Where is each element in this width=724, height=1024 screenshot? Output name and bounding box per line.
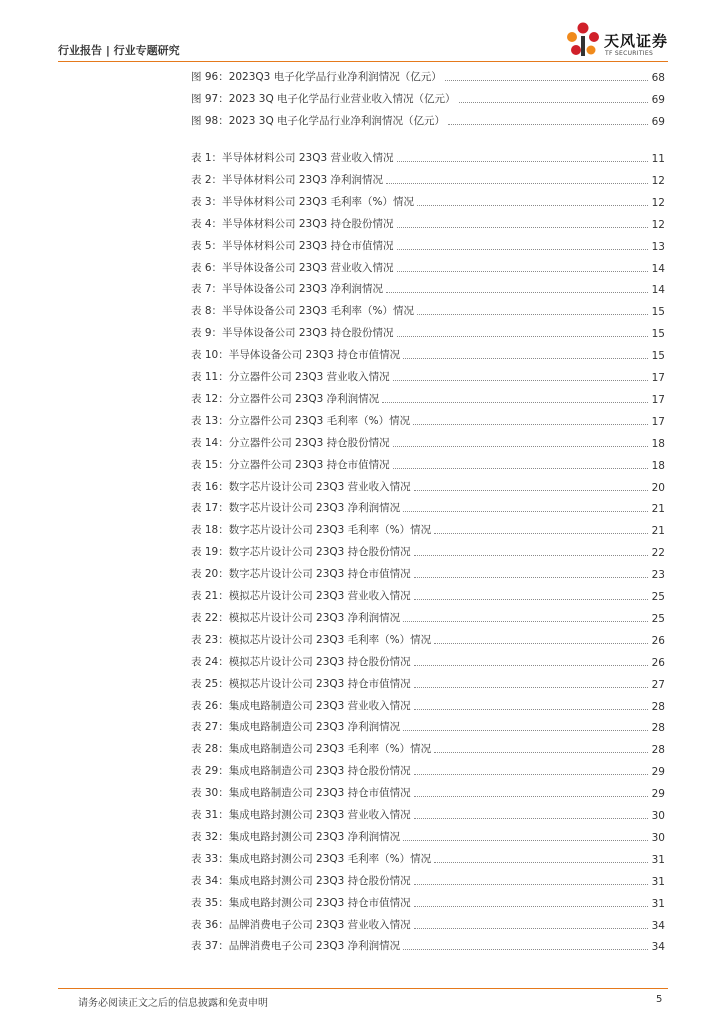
toc-entry[interactable] <box>191 149 665 165</box>
toc-leader-dots <box>414 665 648 666</box>
toc-entry[interactable] <box>191 587 665 603</box>
toc-entry[interactable] <box>191 806 665 822</box>
toc-entry-label: 表 9：半导体设备公司 23Q3 持仓股份情况 <box>191 327 394 340</box>
toc-entry-label: 表 37：品牌消费电子公司 23Q3 净利润情况 <box>191 940 401 953</box>
toc-entry[interactable] <box>191 675 665 691</box>
toc-leader-dots <box>382 402 648 403</box>
toc-entry-label: 表 22：模拟芯片设计公司 23Q3 净利润情况 <box>191 611 401 624</box>
toc-entry-page: 21 <box>651 503 665 516</box>
toc-entry[interactable] <box>191 368 665 384</box>
toc-entry-page: 14 <box>651 262 665 275</box>
toc-leader-dots <box>393 468 648 469</box>
toc-entry-label: 表 25：模拟芯片设计公司 23Q3 持仓市值情况 <box>191 677 411 690</box>
toc-entry[interactable] <box>191 90 665 106</box>
toc-entry-label: 表 32：集成电路封测公司 23Q3 净利润情况 <box>191 830 401 843</box>
toc-entry[interactable] <box>191 828 665 844</box>
toc-entry-page: 15 <box>651 328 665 341</box>
toc-leader-dots <box>414 796 648 797</box>
toc-entry-page: 34 <box>651 919 665 932</box>
brand-logo <box>566 22 676 62</box>
toc-leader-dots <box>403 840 648 841</box>
toc-leader-dots <box>403 511 648 512</box>
toc-entry-label: 表 11：分立器件公司 23Q3 营业收入情况 <box>191 371 390 383</box>
toc-entry-page: 31 <box>651 853 665 866</box>
toc-entry[interactable] <box>191 872 665 888</box>
toc-leader-dots <box>413 424 648 425</box>
toc-entry[interactable] <box>191 631 665 647</box>
toc-leader-dots <box>397 161 649 162</box>
brand-name: 天风证券 <box>604 32 669 50</box>
toc-entry[interactable] <box>191 784 665 800</box>
toc-entry-label: 表 1：半导体材料公司 23Q3 营业收入情况 <box>191 152 394 164</box>
toc-entry-label: 表 17：数字芯片设计公司 23Q3 净利润情况 <box>191 502 401 515</box>
toc-entry-label: 图 97：2023 3Q 电子化学品行业营业收入情况（亿元） <box>191 93 456 105</box>
toc-entry-page: 11 <box>651 153 665 165</box>
toc-entry[interactable] <box>191 697 665 713</box>
toc-entry-page: 12 <box>651 174 665 187</box>
toc-entry-label: 表 14：分立器件公司 23Q3 持仓股份情况 <box>191 436 390 449</box>
toc-entry-label: 表 23：模拟芯片设计公司 23Q3 毛利率（%）情况 <box>191 633 432 646</box>
toc-entry[interactable] <box>191 112 665 128</box>
toc-entry-page: 21 <box>651 525 665 538</box>
toc-entry-label: 表 4：半导体材料公司 23Q3 持仓股份情况 <box>191 217 394 230</box>
toc-entry-page: 26 <box>651 634 665 647</box>
toc-entry[interactable] <box>191 456 665 472</box>
toc-entry-page: 20 <box>651 481 665 494</box>
toc-entry-page: 14 <box>651 284 665 297</box>
toc-entry[interactable] <box>191 543 665 559</box>
toc-entry[interactable] <box>191 609 665 625</box>
toc-entry[interactable] <box>191 894 665 910</box>
toc-leader-dots <box>386 292 648 293</box>
toc-entry[interactable] <box>191 193 665 209</box>
toc-leader-dots <box>434 752 648 753</box>
toc-leader-dots <box>414 687 648 688</box>
toc-leader-dots <box>414 555 648 556</box>
toc-entry[interactable] <box>191 850 665 866</box>
toc-leader-dots <box>397 249 649 250</box>
flower-logo-icon <box>566 22 600 60</box>
toc-entry-label: 表 36：品牌消费电子公司 23Q3 营业收入情况 <box>191 918 411 931</box>
report-category: 行业报告 | 行业专题研究 <box>58 44 180 57</box>
toc-leader-dots <box>414 490 648 491</box>
toc-entry-label: 表 21：模拟芯片设计公司 23Q3 营业收入情况 <box>191 590 411 602</box>
toc-entry-label: 表 7：半导体设备公司 23Q3 净利润情况 <box>191 283 383 296</box>
toc-leader-dots <box>397 271 649 272</box>
toc-entry-page: 28 <box>651 700 665 713</box>
toc-entry-label: 表 24：模拟芯片设计公司 23Q3 持仓股份情况 <box>191 655 411 668</box>
toc-entry-page: 22 <box>651 547 665 560</box>
toc-entry[interactable] <box>191 762 665 778</box>
toc-leader-dots <box>417 205 648 206</box>
toc-entry-page: 17 <box>651 415 665 428</box>
toc-entry-page: 17 <box>651 372 665 384</box>
toc-entry[interactable] <box>191 280 665 296</box>
toc-entry-page: 25 <box>651 612 665 625</box>
toc-leader-dots <box>397 336 649 337</box>
toc-entry-label: 表 26：集成电路制造公司 23Q3 营业收入情况 <box>191 699 411 712</box>
toc-entry-label: 表 13：分立器件公司 23Q3 毛利率（%）情况 <box>191 414 411 427</box>
toc-entry-label: 表 31：集成电路封测公司 23Q3 营业收入情况 <box>191 809 411 821</box>
toc-entry-page: 25 <box>651 591 665 603</box>
toc-entry[interactable] <box>191 653 665 669</box>
toc-leader-dots <box>397 227 649 228</box>
toc-entry-page: 30 <box>651 831 665 844</box>
toc-entry-page: 12 <box>651 196 665 209</box>
toc-leader-dots <box>414 884 648 885</box>
toc-entry-page: 31 <box>651 875 665 888</box>
toc-leader-dots <box>403 730 648 731</box>
toc-leader-dots <box>414 928 648 929</box>
toc-leader-dots <box>434 643 648 644</box>
toc-entry-label: 表 5：半导体材料公司 23Q3 持仓市值情况 <box>191 239 394 252</box>
toc-entry-label: 表 8：半导体设备公司 23Q3 毛利率（%）情况 <box>191 305 414 318</box>
toc-entry-label: 表 18：数字芯片设计公司 23Q3 毛利率（%）情况 <box>191 524 432 537</box>
toc-leader-dots <box>459 102 648 103</box>
toc-entry-label: 表 27：集成电路制造公司 23Q3 净利润情况 <box>191 721 401 734</box>
toc-entry[interactable] <box>191 259 665 275</box>
toc-entry[interactable] <box>191 68 665 84</box>
toc-leader-dots <box>414 818 648 819</box>
toc-entry-page: 13 <box>651 240 665 253</box>
toc-entry[interactable] <box>191 390 665 406</box>
toc-entry-page: 15 <box>651 350 665 363</box>
toc-entry-page: 15 <box>651 306 665 319</box>
toc-entry-label: 图 98：2023 3Q 电子化学品行业净利润情况（亿元） <box>191 115 446 127</box>
toc-leader-dots <box>414 599 648 600</box>
toc-leader-dots <box>414 906 648 907</box>
toc-entry-page: 69 <box>651 116 665 128</box>
toc-entry-page: 26 <box>651 656 665 669</box>
toc-entry-label: 表 35：集成电路封测公司 23Q3 持仓市值情况 <box>191 896 411 909</box>
toc-entry-page: 69 <box>651 94 665 106</box>
toc-entry-label: 表 16：数字芯片设计公司 23Q3 营业收入情况 <box>191 480 411 493</box>
brand-subtitle: TF SECURITIES <box>605 50 654 57</box>
toc-entry[interactable] <box>191 499 665 515</box>
toc-entry[interactable] <box>191 916 665 932</box>
toc-leader-dots <box>448 124 648 125</box>
toc-entry-page: 18 <box>651 437 665 450</box>
toc-leader-dots <box>434 533 648 534</box>
toc-entry-page: 17 <box>651 393 665 406</box>
toc-entry[interactable] <box>191 434 665 450</box>
toc-entry[interactable] <box>191 324 665 340</box>
toc-entry-page: 29 <box>651 788 665 801</box>
toc-entry-page: 23 <box>651 569 665 582</box>
toc-leader-dots <box>393 380 648 381</box>
toc-entry-label: 表 12：分立器件公司 23Q3 净利润情况 <box>191 392 380 405</box>
toc-leader-dots <box>403 949 648 950</box>
toc-entry-label: 表 34：集成电路封测公司 23Q3 持仓股份情况 <box>191 874 411 887</box>
toc-entry[interactable] <box>191 521 665 537</box>
toc-entry-page: 28 <box>651 744 665 757</box>
toc-leader-dots <box>414 577 648 578</box>
toc-entry-page: 12 <box>651 218 665 231</box>
toc-entry[interactable] <box>191 565 665 581</box>
toc-entry[interactable] <box>191 412 665 428</box>
toc-leader-dots <box>414 709 648 710</box>
footer-divider <box>58 988 668 989</box>
toc-entry-page: 34 <box>651 941 665 954</box>
toc-entry[interactable] <box>191 237 665 253</box>
toc-entry-label: 表 30：集成电路制造公司 23Q3 持仓市值情况 <box>191 787 411 800</box>
toc-entry[interactable] <box>191 171 665 187</box>
toc-entry-label: 表 6：半导体设备公司 23Q3 营业收入情况 <box>191 261 394 274</box>
toc-entry-label: 表 33：集成电路封测公司 23Q3 毛利率（%）情况 <box>191 852 432 865</box>
toc-entry-page: 28 <box>651 722 665 735</box>
toc-entry-label: 表 19：数字芯片设计公司 23Q3 持仓股份情况 <box>191 546 411 559</box>
toc-leader-dots <box>434 862 648 863</box>
toc-entry[interactable] <box>191 346 665 362</box>
toc-entry-label: 表 28：集成电路制造公司 23Q3 毛利率（%）情况 <box>191 743 432 756</box>
toc-entry[interactable] <box>191 937 665 953</box>
toc-entry-page: 31 <box>651 897 665 910</box>
toc-entry-label: 表 3：半导体材料公司 23Q3 毛利率（%）情况 <box>191 195 414 208</box>
toc-entry-label: 图 96：2023Q3 电子化学品行业净利润情况（亿元） <box>191 71 442 83</box>
header-divider <box>58 61 668 62</box>
toc-entry-page: 68 <box>651 72 665 84</box>
toc-leader-dots <box>386 183 648 184</box>
toc-entry-label: 表 20：数字芯片设计公司 23Q3 持仓市值情况 <box>191 568 411 581</box>
toc-leader-dots <box>403 621 648 622</box>
toc-leader-dots <box>393 446 648 447</box>
toc-entry-label: 表 2：半导体材料公司 23Q3 净利润情况 <box>191 173 383 186</box>
toc-entry[interactable] <box>191 215 665 231</box>
toc-leader-dots <box>417 314 648 315</box>
toc-entry[interactable] <box>191 740 665 756</box>
toc-entry-page: 27 <box>651 678 665 691</box>
toc-entry[interactable] <box>191 478 665 494</box>
toc-entry-label: 表 29：集成电路制造公司 23Q3 持仓股份情况 <box>191 765 411 778</box>
toc-entry[interactable] <box>191 302 665 318</box>
toc-entry-page: 30 <box>651 810 665 822</box>
toc-leader-dots <box>403 358 648 359</box>
page-number: 5 <box>656 994 663 1005</box>
toc-entry-page: 29 <box>651 766 665 779</box>
toc-entry-label: 表 15：分立器件公司 23Q3 持仓市值情况 <box>191 458 390 471</box>
toc-leader-dots <box>445 80 648 81</box>
toc-entry-page: 18 <box>651 459 665 472</box>
disclaimer-text: 请务必阅读正文之后的信息披露和免责申明 <box>78 998 268 1009</box>
toc-entry-label: 表 10：半导体设备公司 23Q3 持仓市值情况 <box>191 349 401 362</box>
toc-entry[interactable] <box>191 718 665 734</box>
toc-leader-dots <box>414 774 648 775</box>
